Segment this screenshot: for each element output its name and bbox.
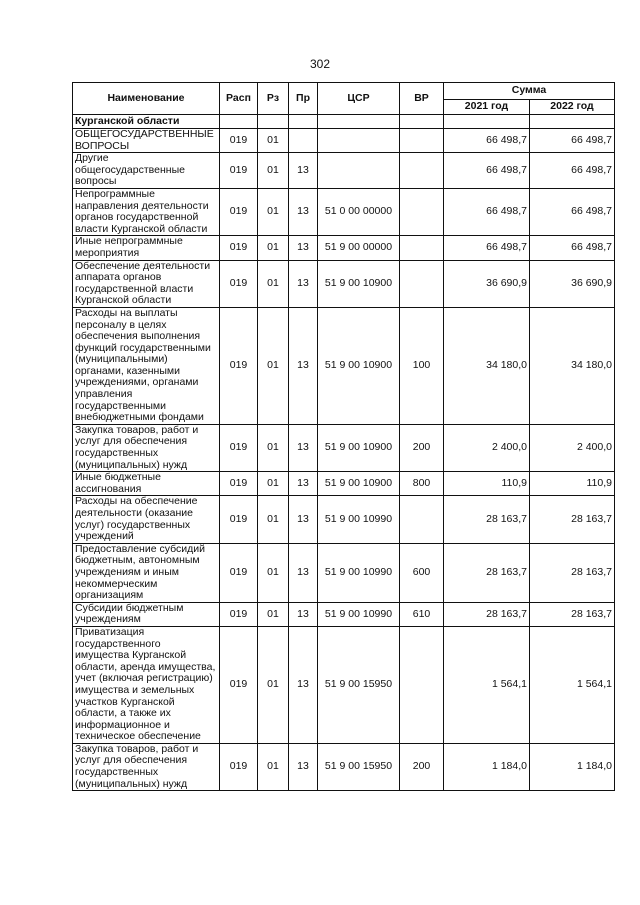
row-sum-2021: 28 163,7	[444, 543, 530, 602]
row-name: Иные непрограммные мероприятия	[73, 236, 220, 260]
row-csr: 51 9 00 10900	[318, 472, 400, 496]
row-rasp: 019	[220, 602, 258, 626]
row-csr	[318, 129, 400, 153]
row-vr: 800	[400, 472, 444, 496]
row-pr: 13	[289, 260, 318, 307]
row-name: ОБЩЕГОСУДАРСТВЕННЫЕ ВОПРОСЫ	[73, 129, 220, 153]
row-vr: 100	[400, 307, 444, 424]
row-rz: 01	[258, 188, 289, 235]
row-pr: 13	[289, 424, 318, 471]
row-rz: 01	[258, 236, 289, 260]
header-rasp: Расп	[220, 83, 258, 115]
row-sum-2022: 1 564,1	[530, 626, 615, 743]
row-vr	[400, 188, 444, 235]
row-vr	[400, 626, 444, 743]
row-name: Иные бюджетные ассигнования	[73, 472, 220, 496]
row-name: Расходы на выплаты персоналу в целях обеспечения выполнения функций государственными (муниципальными) органами, казенными учреждениями, органами управления государственными внебюджетными фондами	[73, 307, 220, 424]
row-pr: 13	[289, 602, 318, 626]
row-pr: 13	[289, 188, 318, 235]
row-name: Обеспечение деятельности аппарата органов государственной власти Курганской области	[73, 260, 220, 307]
row-rz: 01	[258, 743, 289, 790]
header-csr: ЦСР	[318, 83, 400, 115]
row-rz: 01	[258, 153, 289, 189]
header-year-2022: 2022 год	[530, 100, 615, 115]
row-sum-2021: 110,9	[444, 472, 530, 496]
row-name: Закупка товаров, работ и услуг для обеспечения государственных (муниципальных) нужд	[73, 424, 220, 471]
table-row	[73, 129, 615, 153]
row-name: Субсидии бюджетным учреждениям	[73, 602, 220, 626]
row-sum-2021: 66 498,7	[444, 129, 530, 153]
row-csr: 51 0 00 00000	[318, 188, 400, 235]
row-rasp: 019	[220, 188, 258, 235]
row-sum-2022: 2 400,0	[530, 424, 615, 471]
row-pr: 13	[289, 496, 318, 543]
row-rz: 01	[258, 626, 289, 743]
table-row	[73, 236, 615, 260]
header-name: Наименование	[73, 83, 220, 115]
row-rz: 01	[258, 496, 289, 543]
row-name: Закупка товаров, работ и услуг для обеспечения государственных (муниципальных) нужд	[73, 743, 220, 790]
row-csr: 51 9 00 10900	[318, 424, 400, 471]
table-row	[73, 496, 615, 543]
header-year-2021: 2021 год	[444, 100, 530, 115]
row-vr: 200	[400, 743, 444, 790]
table-row	[73, 543, 615, 602]
row-csr: 51 9 00 15950	[318, 743, 400, 790]
budget-table	[72, 82, 615, 791]
row-csr: 51 9 00 10900	[318, 260, 400, 307]
header-sum: Сумма	[444, 83, 615, 100]
row-csr: 51 9 00 10990	[318, 496, 400, 543]
row-rasp: 019	[220, 260, 258, 307]
row-sum-2021: 28 163,7	[444, 602, 530, 626]
row-sum-2022: 110,9	[530, 472, 615, 496]
row-csr: 51 9 00 10990	[318, 602, 400, 626]
row-rasp: 019	[220, 472, 258, 496]
row-rasp: 019	[220, 307, 258, 424]
row-sum-2022: 34 180,0	[530, 307, 615, 424]
row-sum-2022: 28 163,7	[530, 543, 615, 602]
row-name: Расходы на обеспечение деятельности (оказание услуг) государственных учреждений	[73, 496, 220, 543]
row-rasp: 019	[220, 129, 258, 153]
row-rasp: 019	[220, 424, 258, 471]
row-vr	[400, 153, 444, 189]
row-pr: 13	[289, 626, 318, 743]
table-row	[73, 153, 615, 189]
row-rasp: 019	[220, 153, 258, 189]
row-csr: 51 9 00 10900	[318, 307, 400, 424]
row-sum-2021: 1 564,1	[444, 626, 530, 743]
row-rz: 01	[258, 424, 289, 471]
row-rz: 01	[258, 129, 289, 153]
row-vr	[400, 236, 444, 260]
row-sum-2021: 66 498,7	[444, 236, 530, 260]
table-row	[73, 424, 615, 471]
row-sum-2022: 36 690,9	[530, 260, 615, 307]
row-sum-2021: 34 180,0	[444, 307, 530, 424]
row-sum-2021: 36 690,9	[444, 260, 530, 307]
table-row	[73, 602, 615, 626]
row-rasp: 019	[220, 496, 258, 543]
row-sum-2022: 66 498,7	[530, 236, 615, 260]
header-pr: Пр	[289, 83, 318, 115]
row-pr: 13	[289, 543, 318, 602]
row-name: Другие общегосударственные вопросы	[73, 153, 220, 189]
table-row	[73, 307, 615, 424]
row-rz: 01	[258, 472, 289, 496]
row-sum-2022: 66 498,7	[530, 153, 615, 189]
row-pr: 13	[289, 472, 318, 496]
row-name: Непрограммные направления деятельности органов государственной власти Курганской области	[73, 188, 220, 235]
table-row	[73, 743, 615, 790]
row-vr: 600	[400, 543, 444, 602]
row-vr	[400, 129, 444, 153]
row-name: Предоставление субсидий бюджетным, автономным учреждениям и иным некоммерческим организациям	[73, 543, 220, 602]
row-rasp: 019	[220, 743, 258, 790]
table-row	[73, 472, 615, 496]
row-vr	[400, 260, 444, 307]
row-csr: 51 9 00 15950	[318, 626, 400, 743]
row-rasp: 019	[220, 626, 258, 743]
header-vr: ВР	[400, 83, 444, 115]
row-pr	[289, 129, 318, 153]
row-sum-2021: 28 163,7	[444, 496, 530, 543]
row-vr: 610	[400, 602, 444, 626]
row-sum-2022: 1 184,0	[530, 743, 615, 790]
row-sum-2022: 66 498,7	[530, 188, 615, 235]
row-csr: 51 9 00 10990	[318, 543, 400, 602]
row-pr: 13	[289, 236, 318, 260]
row-rz: 01	[258, 260, 289, 307]
row-sum-2021: 1 184,0	[444, 743, 530, 790]
row-sum-2022: 66 498,7	[530, 129, 615, 153]
row-rz: 01	[258, 307, 289, 424]
row-sum-2022: 28 163,7	[530, 496, 615, 543]
row-pr: 13	[289, 743, 318, 790]
row-vr: 200	[400, 424, 444, 471]
row-name: Приватизация государственного имущества Курганской области, аренда имущества, учет (включая регистрацию) имущества и земельных участков Курганской области, а также их информационное и техническое обеспечение	[73, 626, 220, 743]
table-row	[73, 260, 615, 307]
row-rz: 01	[258, 602, 289, 626]
row-rasp: 019	[220, 236, 258, 260]
row-sum-2021: 66 498,7	[444, 153, 530, 189]
row-vr	[400, 496, 444, 543]
row-sum-2021: 66 498,7	[444, 188, 530, 235]
page-number: 302	[309, 57, 331, 71]
row-sum-2021: 2 400,0	[444, 424, 530, 471]
header-rz: Рз	[258, 83, 289, 115]
row-sum-2022: 28 163,7	[530, 602, 615, 626]
table-row	[73, 188, 615, 235]
row-rasp: 019	[220, 543, 258, 602]
row-pr: 13	[289, 153, 318, 189]
row-csr: 51 9 00 00000	[318, 236, 400, 260]
table-row	[73, 626, 615, 743]
row-rz: 01	[258, 543, 289, 602]
region-name: Курганской области	[73, 115, 220, 129]
row-csr	[318, 153, 400, 189]
row-pr: 13	[289, 307, 318, 424]
